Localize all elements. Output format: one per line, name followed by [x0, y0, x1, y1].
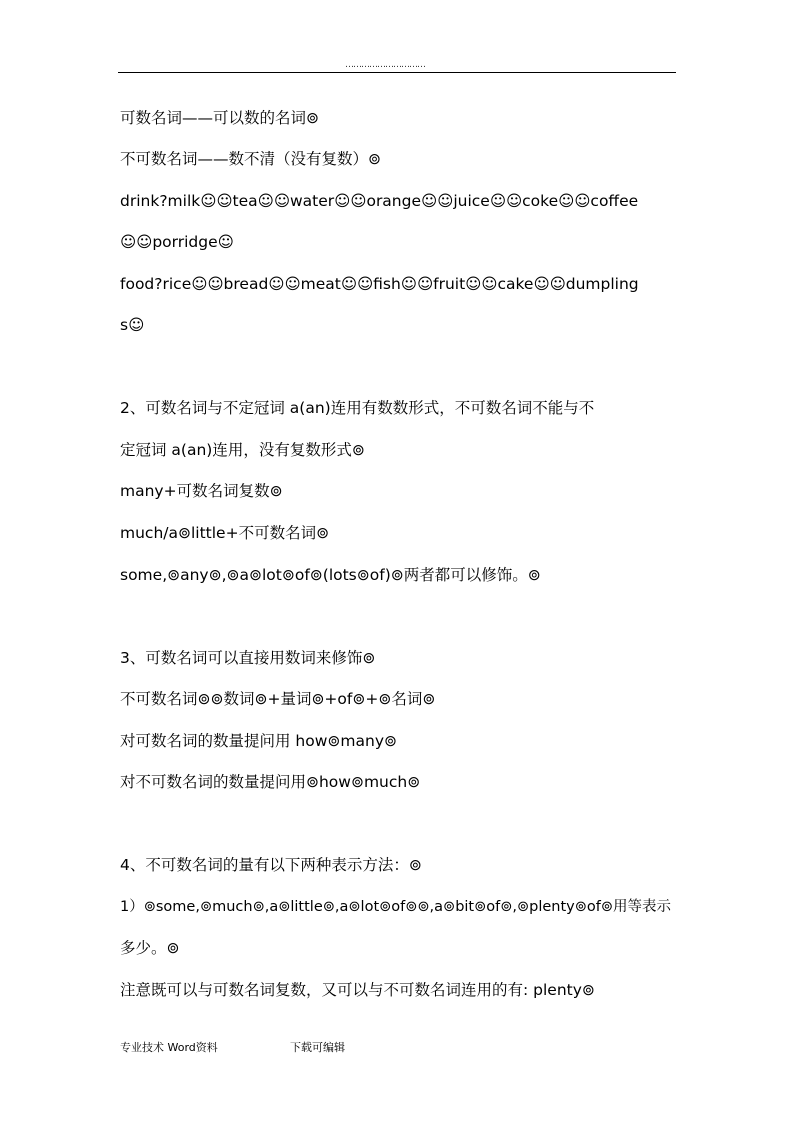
text-line: many+可数名词复数⊚	[120, 482, 283, 500]
text-line: 多少。⊚	[120, 939, 180, 957]
text-line: some,⊚any⊚,⊚a⊚lot⊚of⊚(lots⊚of)⊚两者都可以修饰。⊚	[120, 566, 541, 584]
text-line: 注意既可以与可数名词复数，又可以与不可数名词连用的有: plenty⊚	[120, 981, 595, 999]
text-line: 不可数名词⊚⊚数词⊚+量词⊚+of⊚+⊚名词⊚	[120, 690, 436, 708]
text-line: drink?milk☺☺tea☺☺water☺☺orange☺☺juice☺☺coke☺☺coffee	[120, 192, 639, 210]
text-line: 对可数名词的数量提问用 how⊚many⊚	[120, 732, 397, 750]
text-line: 3、可数名词可以直接用数词来修饰⊚	[120, 649, 376, 667]
text-line: 2、可数名词与不定冠词 a(an)连用有数数形式，不可数名词不能与不	[120, 399, 595, 417]
text-line: 对不可数名词的数量提问用⊚how⊚much⊚	[120, 773, 421, 791]
text-line: 4、不可数名词的量有以下两种表示方法：⊚	[120, 856, 422, 874]
header-dots: …………………………	[345, 60, 425, 70]
text-line: food?rice☺☺bread☺☺meat☺☺fish☺☺fruit☺☺cake☺☺dumpling	[120, 275, 639, 293]
text-line: s☺	[120, 316, 145, 334]
text-line: much/a⊚little+不可数名词⊚	[120, 524, 330, 542]
text-line: ☺☺porridge☺	[120, 233, 234, 251]
text-line: 1）⊚some,⊚much⊚,a⊚little⊚,a⊚lot⊚of⊚⊚,a⊚bit⊚of⊚,⊚plenty⊚of⊚用等表示	[120, 899, 672, 915]
footer-right: 下载可编辑	[290, 1041, 345, 1054]
text-line: 可数名词——可以数的名词⊚	[120, 109, 319, 127]
text-line: 定冠词 a(an)连用，没有复数形式⊚	[120, 441, 365, 459]
header-rule	[118, 72, 676, 73]
text-line: 不可数名词——数不清（没有复数）⊚	[120, 150, 381, 168]
footer-left: 专业技术 Word资料	[120, 1041, 218, 1054]
